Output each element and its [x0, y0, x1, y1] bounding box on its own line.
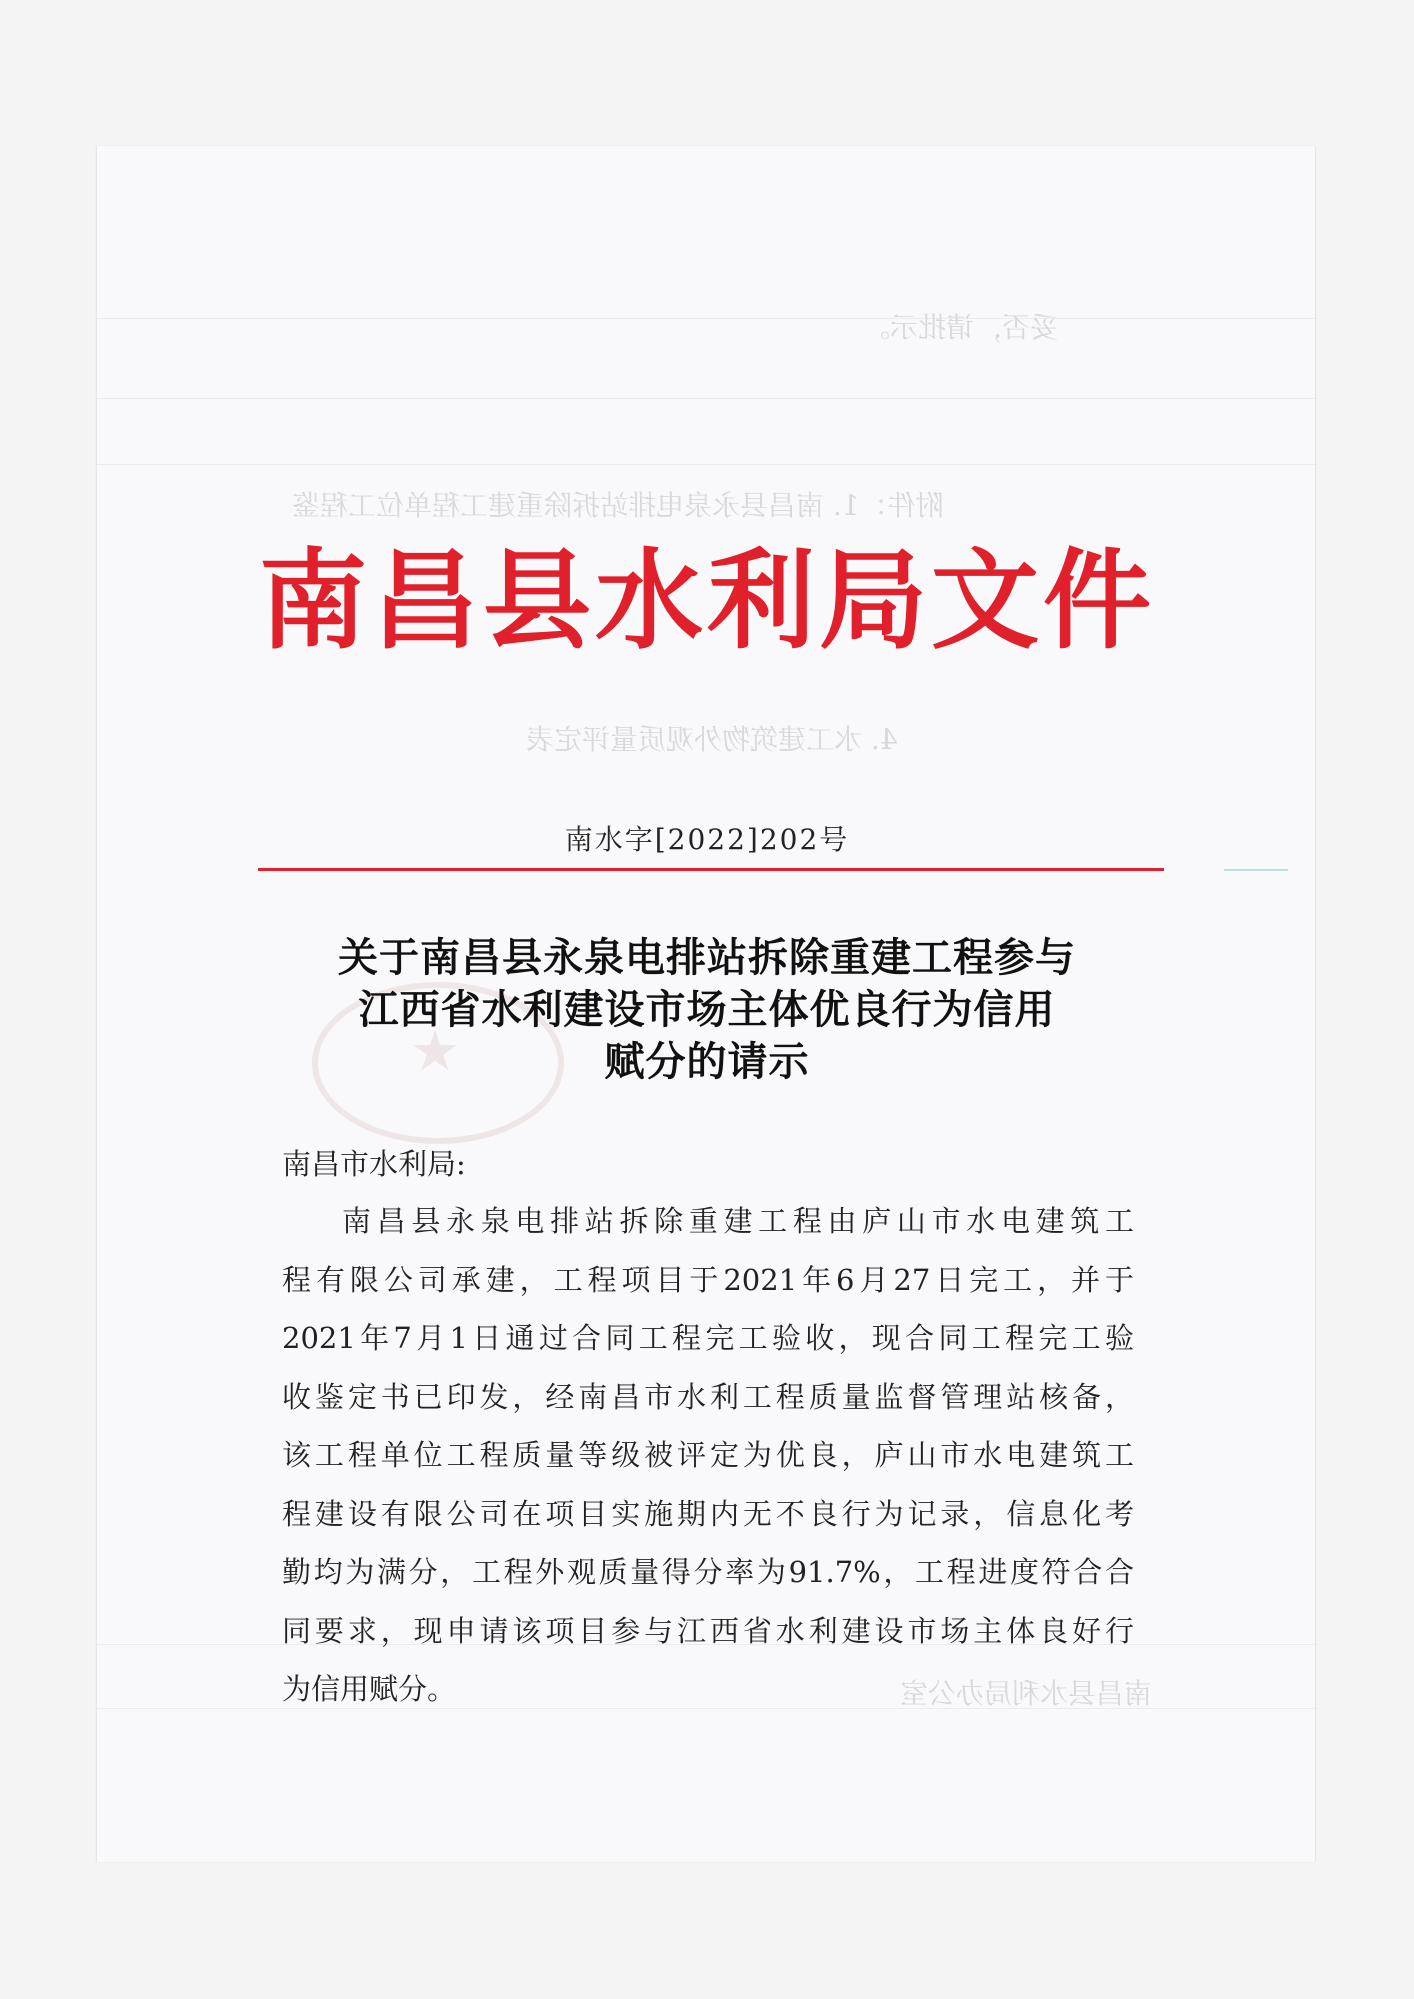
body-line: 南昌县永泉电排站拆除重建工程由庐山市水电建筑工 [342, 1204, 1134, 1238]
seal-star-icon: ★ [410, 1019, 461, 1084]
body-line: 该工程单位工程质量等级被评定为优良，庐山市水电建筑工 [282, 1438, 1134, 1472]
document-number: 南水字[2022]202号 [564, 823, 850, 856]
salutation: 南昌市水利局: [282, 1147, 466, 1181]
title-line: 关于南昌县永泉电排站拆除重建工程参与 [338, 935, 1076, 981]
body-paragraph [282, 1192, 1134, 1719]
blue-mark [1224, 869, 1288, 871]
bleed-through-text: 南昌县水利局办公室 [900, 1677, 1153, 1710]
body-line: 勤均为满分，工程外观质量得分率为91.7%，工程进度符合合 [282, 1555, 1134, 1589]
document-title [0, 932, 1414, 1088]
bleed-through-text: 4. 水工建筑物外观质量评定表 [526, 723, 898, 756]
body-line: 为信用赋分。 [282, 1672, 457, 1706]
ruled-line [97, 318, 1315, 319]
bleed-through-text: 附件：1. 南昌县永泉电排站拆除重建工程单位工程鉴 [292, 489, 944, 522]
letterhead-title: 南昌县水利局文件 [258, 539, 1155, 664]
title-line: 江西省水利建设市场主体优良行为信用 [358, 987, 1056, 1033]
bleed-through-text: 妥否，请批示。 [862, 311, 1059, 344]
body-line: 程建设有限公司在项目实施期内无不良行为记录，信息化考 [282, 1496, 1134, 1531]
body-line: 2021年7月1日通过合同工程完工验收，现合同工程完工验 [282, 1321, 1134, 1355]
body-line: 程有限公司承建，工程项目于2021年6月27日完工，并于 [282, 1262, 1134, 1297]
body-line: 同要求，现申请该项目参与江西省水利建设市场主体良好行 [282, 1613, 1134, 1648]
title-line: 赋分的请示 [604, 1039, 810, 1085]
ruled-line [97, 464, 1315, 465]
body-line: 收鉴定书已印发，经南昌市水利工程质量监督管理站核备， [282, 1379, 1134, 1414]
ruled-line [97, 398, 1315, 399]
red-divider [258, 868, 1164, 871]
